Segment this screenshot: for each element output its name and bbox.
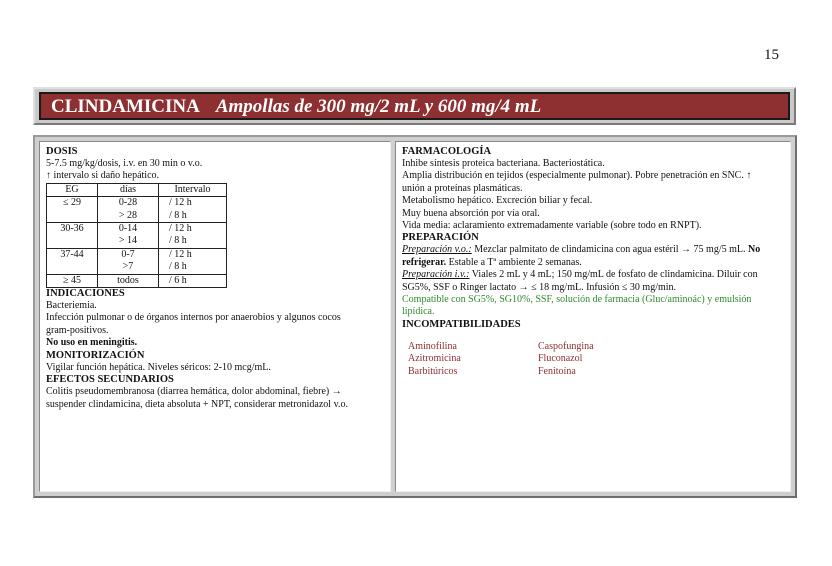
prep-vo-line	[402, 257, 784, 269]
table-header-row	[47, 183, 227, 196]
table-row	[47, 248, 227, 261]
prep-vo-text: Mezclar palmitato de clindamicina con agua estéril → 75 mg/5 mL.	[471, 244, 746, 256]
compatible-line: Compatible con SG5%, SG10%, SSF, solución de farmacia (Gluc/aminoác) y emulsión	[402, 294, 752, 306]
title-bar	[33, 87, 796, 125]
table-header: EG	[47, 183, 98, 196]
table-cell: 0-7	[98, 248, 159, 261]
incompatibilidades-heading: INCOMPATIBILIDADES	[402, 318, 521, 330]
table-cell: 37-44	[47, 248, 98, 274]
prep-iv-line	[402, 269, 784, 281]
incompatible-item: Aminofilina	[408, 340, 457, 352]
dose-table	[46, 183, 227, 288]
table-cell: ≥ 45	[47, 274, 98, 287]
incompatible-item: Caspofungina	[538, 340, 594, 352]
table-cell: todos	[98, 274, 159, 287]
table-cell: / 6 h	[159, 274, 227, 287]
dosis-heading: DOSIS	[46, 146, 78, 157]
incompatible-item: Azitromicina	[408, 353, 461, 365]
content-box	[33, 135, 797, 498]
table-cell: / 12 h	[159, 197, 227, 210]
table-cell: / 12 h	[159, 223, 227, 236]
table-cell: / 8 h	[159, 261, 227, 274]
efectos-line: suspender clindamicina, dieta absoluta + NPT, considerar metronidazol v.o.	[46, 398, 348, 410]
dosis-line: 5-7.5 mg/kg/dosis, i.v. en 30 min o v.o.	[46, 158, 203, 169]
table-cell: / 12 h	[159, 248, 227, 261]
farmacologia-heading: FARMACOLOGÍA	[402, 146, 492, 157]
prep-vo-text: Estable a Tª ambiente 2 semanas.	[446, 256, 582, 268]
farmacologia-line: Inhibe síntesis proteica bacteriana. Bacteriostática.	[402, 158, 605, 169]
prep-vo-bold: No	[745, 244, 761, 256]
table-cell: > 28	[98, 210, 159, 223]
efectos-line: Colitis pseudomembranosa (diarrea hemática, dolor abdominal, fiebre) →	[46, 386, 342, 398]
monitorizacion-heading: MONITORIZACIÓN	[46, 349, 145, 361]
efectos-heading: EFECTOS SECUNDARIOS	[46, 374, 174, 386]
incompatibilities-list	[408, 341, 784, 378]
table-row	[47, 274, 227, 287]
indicaciones-line: Infección pulmonar o de órganos internos por anaerobios y algunos cocos	[46, 312, 341, 324]
table-cell: 0-14	[98, 223, 159, 236]
incompatible-item: Barbitúricos	[408, 365, 458, 377]
table-cell: 0-28	[98, 197, 159, 210]
preparacion-heading: PREPARACIÓN	[402, 232, 479, 244]
prep-iv-label: Preparación i.v.:	[402, 269, 470, 281]
table-row	[47, 223, 227, 236]
table-cell: / 8 h	[159, 210, 227, 223]
right-column	[395, 141, 791, 492]
indicaciones-heading: INDICACIONES	[46, 288, 125, 300]
left-column	[39, 141, 391, 492]
farmacologia-line: unión a proteínas plasmáticas.	[402, 182, 523, 194]
drug-name: CLINDAMICINA	[51, 96, 200, 117]
prep-vo-line	[402, 244, 784, 256]
farmacologia-line: Vida media: aclaramiento extremadamente variable (sobre todo en RNPT).	[402, 220, 702, 232]
table-row	[47, 197, 227, 210]
indicaciones-line: gram-positivos.	[46, 324, 109, 336]
incompatible-item: Fenitoína	[538, 365, 576, 377]
prep-vo-label: Preparación v.o.:	[402, 244, 472, 256]
prep-vo-bold: refrigerar.	[402, 256, 447, 268]
table-cell: >7	[98, 261, 159, 274]
table-cell: / 8 h	[159, 235, 227, 248]
dosis-line: ↑ intervalo si daño hepático.	[46, 170, 160, 182]
prep-iv-text: Viales 2 mL y 4 mL; 150 mg/mL de fosfato de clindamicina. Diluir con	[469, 269, 758, 281]
farmacologia-line: Metabolismo hepático. Excreción biliar y fecal.	[402, 195, 593, 207]
table-cell: 30-36	[47, 223, 98, 249]
compatible-line: lipídica.	[402, 306, 435, 318]
table-cell: > 14	[98, 235, 159, 248]
prep-iv-line: SG5%, SSF o Ringer lactato → ≤ 18 mg/mL. Infusión ≤ 30 mg/min.	[402, 281, 677, 293]
page-number: 15	[764, 47, 779, 63]
drug-presentation: Ampollas de 300 mg/2 mL y 600 mg/4 mL	[215, 96, 542, 117]
monitorizacion-line: Vigilar función hepática. Niveles séricos: 2-10 mcg/mL.	[46, 361, 271, 373]
table-header: Intervalo	[159, 183, 227, 196]
indicaciones-line: Bacteriemia.	[46, 300, 97, 312]
incompatible-item: Fluconazol	[538, 353, 583, 365]
table-header: días	[98, 183, 159, 196]
table-cell: ≤ 29	[47, 197, 98, 223]
title-banner	[39, 92, 790, 120]
indicaciones-warning: No uso en meningitis.	[46, 337, 138, 349]
farmacologia-line: Amplia distribución en tejidos (especialmente pulmonar). Pobre penetración en SNC. ↑	[402, 170, 752, 182]
farmacologia-line: Muy buena absorción por vía oral.	[402, 207, 540, 219]
